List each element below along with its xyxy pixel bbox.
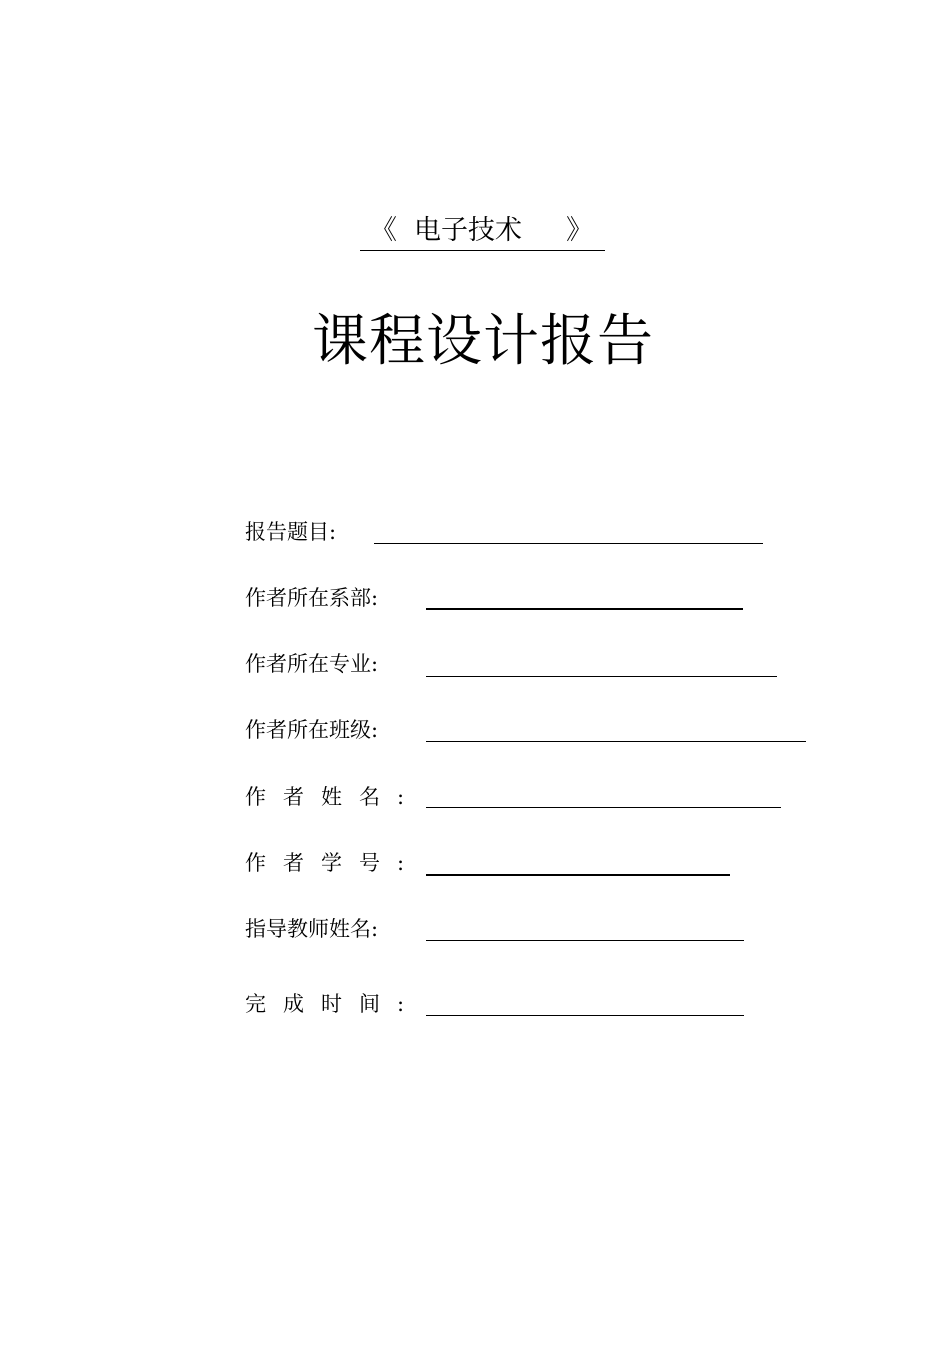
course-name: 电子技术 — [414, 215, 522, 246]
author-name-blank[interactable] — [426, 807, 781, 808]
author-name-label: 作者姓名: — [245, 785, 422, 809]
opening-book-bracket: 《 — [370, 215, 397, 246]
report-topic-blank[interactable] — [374, 543, 763, 544]
report-title: 课程设计报告 — [312, 309, 654, 374]
class-label: 作者所在班级: — [245, 718, 379, 742]
course-name-line — [360, 214, 605, 251]
major-blank[interactable] — [426, 676, 777, 677]
completion-time-label: 完成时间: — [245, 992, 422, 1016]
major-label: 作者所在专业: — [245, 652, 379, 676]
department-label: 作者所在系部: — [245, 586, 379, 610]
closing-book-bracket: 》 — [566, 215, 593, 246]
report-topic-label: 报告题目: — [245, 520, 337, 544]
class-blank[interactable] — [426, 741, 806, 742]
completion-time-blank[interactable] — [426, 1015, 744, 1016]
student-id-blank[interactable] — [426, 874, 730, 876]
advisor-name-label: 指导教师姓名: — [245, 917, 379, 941]
advisor-name-blank[interactable] — [426, 940, 744, 941]
department-blank[interactable] — [426, 608, 743, 610]
student-id-label: 作者学号: — [245, 851, 422, 875]
